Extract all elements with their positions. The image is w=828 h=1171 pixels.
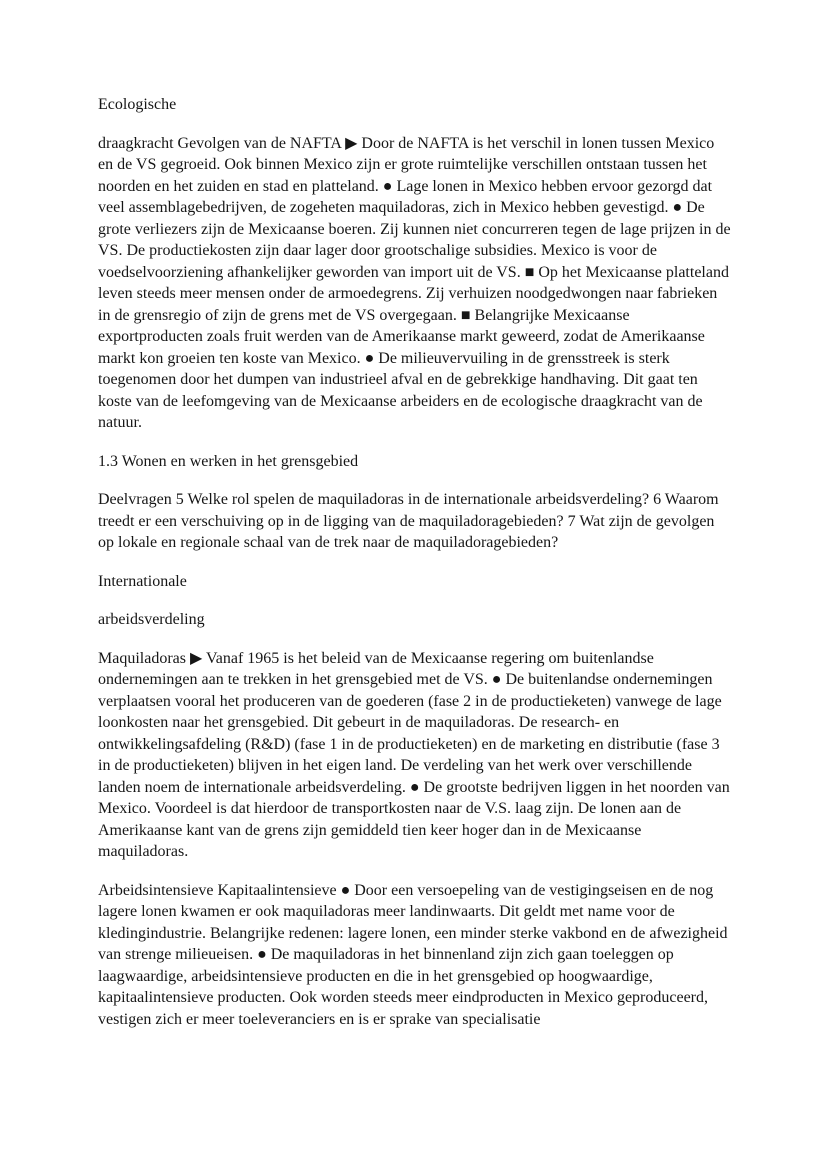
paragraph-gevolgen-nafta: draagkracht Gevolgen van de NAFTA ▶ Door de NAFTA is het verschil in lonen tussen Mexico en de VS gegroeid. Ook binnen Mexico zijn er grote ruimtelijke verschillen ontstaan tussen het noorden en het zuiden en stad en platteland. ● Lage lonen in Mexico hebben ervoor gezorgd dat veel assemblagebedrijven, de zogeheten maquiladoras, zich in Mexico hebben gevestigd. ● De grote verliezers zijn de Mexicaanse boeren. Zij kunnen niet concurreren tegen de lage prijzen in de VS. De productiekosten zijn daar lager door grootschalige subsidies. Mexico is voor de voedselvoorziening afhankelijker geworden van import uit de VS. ■ Op het Mexicaanse platteland leven steeds meer mensen onder de armoedegrens. Zij verhuizen noodgedwongen naar fabrieken in de grensregio of zijn de grens met de VS overgegaan. ■ Belangrijke Mexicaanse exportproducten zoals fruit werden van de Amerikaanse markt geweerd, zodat de Amerikaanse markt kon groeien ten koste van Mexico. ● De milieuvervuiling in de grensstreek is sterk toegenomen door het dumpen van industrieel afval en de gebrekkige handhaving. Dit gaat ten koste van de leefomgeving van de Mexicaanse arbeiders en de ecologische draagkracht van de natuur.	[98, 134, 731, 431]
paragraph-deelvragen: Deelvragen 5 Welke rol spelen de maquiladoras in de internationale arbeidsverdeling? 6 Waarom treedt er een verschuiving op in de ligging van de maquiladoragebieden? 7 Wat zijn de gevolgen op lokale en regionale schaal van de trek naar de maquiladoragebieden?	[98, 491, 719, 551]
heading-arbeidsverdeling: arbeidsverdeling	[98, 611, 205, 628]
text-column	[98, 94, 731, 1030]
heading-section-1-3: 1.3 Wonen en werken in het grensgebied	[98, 452, 359, 470]
paragraph-arbeidsintensieve: Arbeidsintensieve Kapitaalintensieve ● Door een versoepeling van de vestigingseisen en de nog lagere lonen kwamen er ook maquiladoras meer landinwaarts. Dit geldt met name voor de kledingindustrie. Belangrijke redenen: lagere lonen, een minder sterke vakbond en de afwezigheid van strenge milieueisen. ● De maquiladoras in het binnenland zijn zich gaan toeleggen op laagwaardige, arbeidsintensieve producten en die in het grensgebied op hoogwaardige, kapitaalintensieve producten. Ook worden steeds meer eindproducten in Mexico geproduceerd, vestigen zich er meer toeleveranciers en is er sprake van specialisatie	[98, 881, 728, 1028]
heading-ecologische: Ecologische	[98, 96, 177, 113]
heading-internationale: Internationale	[98, 572, 187, 590]
paragraph-maquiladoras: Maquiladoras ▶ Vanaf 1965 is het beleid van de Mexicaanse regering om buitenlandse ondernemingen aan te trekken in het grensgebied met de VS. ● De buitenlandse ondernemingen verplaatsen vooral het produceren van de goederen (fase 2 in de productieketen) vanwege de lage loonkosten naar het grensgebied. Dit gebeurt in de maquiladoras. De research- en ontwikkelingsafdeling (R&D) (fase 1 in de productieketen) en de marketing en distributie (fase 3 in de productieketen) blijven in het eigen land. De verdeling van het werk over verschillende landen noem de internationale arbeidsverdeling. ● De grootste bedrijven liggen in het noorden van Mexico. Voordeel is dat hierdoor de transportkosten naar de V.S. laag zijn. De lonen aan de Amerikaanse kant van de grens zijn gemiddeld tien keer hoger dan in de Mexicaanse maquiladoras.	[98, 649, 730, 860]
